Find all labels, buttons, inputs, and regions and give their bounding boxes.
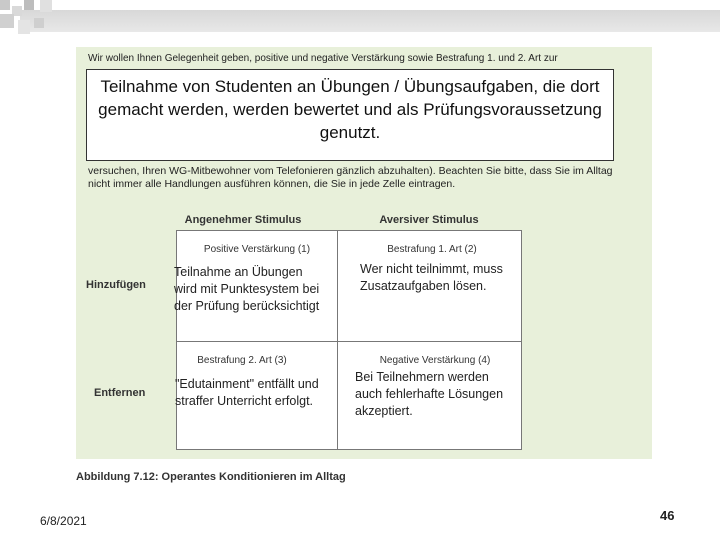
column-header-pleasant: Angenehmer Stimulus [184,214,302,226]
row-label-remove: Entfernen [94,387,146,399]
cell-title-punishment-1: Bestrafung 1. Art (2) [387,244,477,255]
slide-date: 6/8/2021 [40,514,87,528]
intro-text: Wir wollen Ihnen Gelegenheit geben, positive und negative Verstärkung sowie Bestrafung 1. und 2. Art zur [88,53,558,64]
figure-caption: Abbildung 7.12: Operantes Konditionieren im Alltag [76,471,346,483]
slide-number: 46 [660,508,675,523]
cell-title-negative-reinforcement: Negative Verstärkung (4) [379,355,491,366]
row-label-add: Hinzufügen [86,279,146,291]
conditioning-table [176,230,522,450]
header-band [20,10,720,32]
cell-text-positive-reinforcement: Teilnahme an Übungen wird mit Punktesystem bei der Prüfung berücksichtigt [174,265,320,313]
cell-title-positive-reinforcement: Positive Verstärkung (1) [203,244,311,255]
table-divider-horizontal [177,341,521,342]
intro-text-continued: versuchen, Ihren WG-Mitbewohner vom Telefonieren gänzlich abzuhalten). Beachten Sie bitte, dass Sie im Alltag nicht immer alle Handlungen ausführen können, die Sie in jede Zelle eintragen. [88,165,613,190]
cell-text-punishment-1: Wer nicht teilnimmt, muss Zusatzaufgaben lösen. [360,262,503,293]
table-divider-vertical [337,231,338,449]
cell-text-negative-reinforcement: Bei Teilnehmern werden auch fehlerhafte Lösungen akzeptiert. [355,370,504,418]
cell-text-punishment-2: "Edutainment" entfällt und straffer Unterricht erfolgt. [175,377,319,408]
cell-title-punishment-2: Bestrafung 2. Art (3) [197,355,287,366]
summary-callout: Teilnahme von Studenten an Übungen / Übungsaufgaben, die dort gemacht werden, werden bewertet und als Prüfungsvoraussetzung genutzt. [86,69,614,161]
column-header-aversive: Aversiver Stimulus [379,214,479,226]
